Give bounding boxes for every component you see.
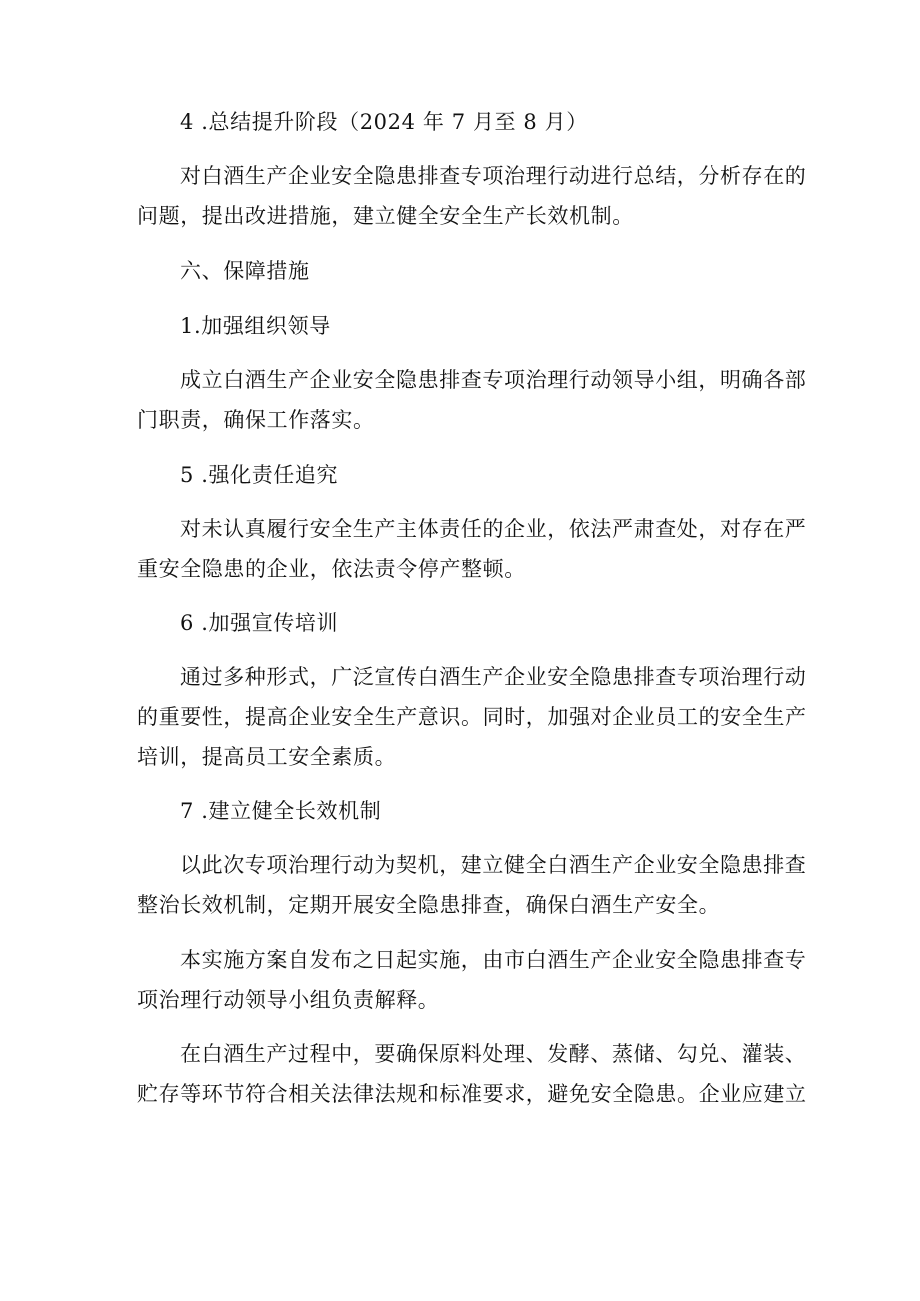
paragraph-line: 培训，提高员工安全素质。 xyxy=(137,745,397,769)
paragraph-line: 重安全隐患的企业，依法责令停产整顿。 xyxy=(137,557,526,581)
paragraph-line: 对未认真履行安全生产主体责任的企业，依法严肃查处，对存在严 xyxy=(180,517,807,541)
paragraph-line: 门职责，确保工作落实。 xyxy=(137,408,375,432)
subheading-organization: 1.加强组织领导 xyxy=(180,314,331,338)
subheading-long-term-mechanism: 7 .建立健全长效机制 xyxy=(180,799,382,823)
paragraph-line: 问题，提出改进措施，建立健全安全生产长效机制。 xyxy=(137,204,634,228)
paragraph-line: 以此次专项治理行动为契机，建立健全白酒生产企业安全隐患排查 xyxy=(180,853,807,877)
section-heading-summary: 4 .总结提升阶段（2024 年 7 月至 8 月） xyxy=(180,110,588,134)
paragraph-line: 整治长效机制，定期开展安全隐患排查，确保白酒生产安全。 xyxy=(137,893,721,917)
paragraph-line: 在白酒生产过程中，要确保原料处理、发酵、蒸储、勾兑、灌装、 xyxy=(180,1042,807,1066)
paragraph-line: 本实施方案自发布之日起实施，由市白酒生产企业安全隐患排查专 xyxy=(180,948,807,972)
paragraph-line: 成立白酒生产企业安全隐患排查专项治理行动领导小组，明确各部 xyxy=(180,368,807,392)
subheading-publicity-training: 6 .加强宣传培训 xyxy=(180,611,339,635)
section-heading-safeguards: 六、保障措施 xyxy=(180,259,310,283)
paragraph-line: 对白酒生产企业安全隐患排查专项治理行动进行总结，分析存在的 xyxy=(180,164,807,188)
subheading-accountability: 5 .强化责任追究 xyxy=(180,463,339,487)
paragraph-line: 的重要性，提高企业安全生产意识。同时，加强对企业员工的安全生产 xyxy=(137,705,807,729)
paragraph-line: 项治理行动领导小组负责解释。 xyxy=(137,988,440,1012)
paragraph-line: 贮存等环节符合相关法律法规和标准要求，避免安全隐患。企业应建立 xyxy=(137,1082,807,1106)
paragraph-line: 通过多种形式，广泛宣传白酒生产企业安全隐患排查专项治理行动 xyxy=(180,665,807,689)
